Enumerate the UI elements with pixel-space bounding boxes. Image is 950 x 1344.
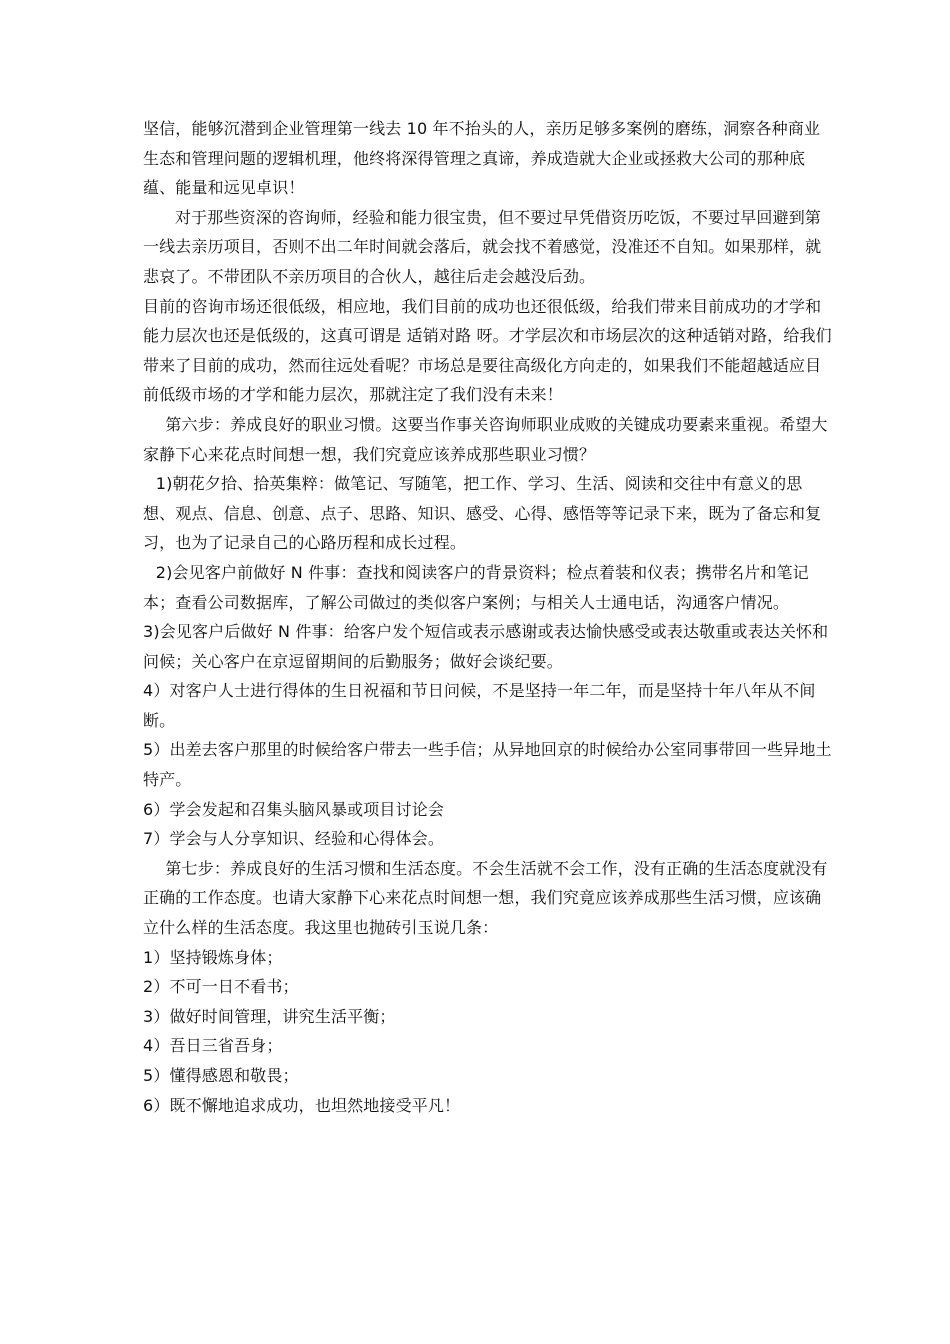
paragraph-senior-consultants: 对于那些资深的咨询师，经验和能力很宝贵，但不要过早凭借资历吃饭，不要过早回避到第一线去亲历项目，否则不出二年时间就会落后，就会找不着感觉，没准还不自知。如果那样，就悲哀了。不带团队不亲历项目的合伙人，越往后走会越没后劲。 — [143, 207, 822, 286]
paragraph-conviction: 坚信，能够沉潜到企业管理第一线去 10 年不抬头的人，亲历足够多案例的磨练，洞察各种商业生态和管理问题的逻辑机理，他终将深得管理之真谛，养成造就大企业或拯救大公司的那种底蕴、能量和远见卓识！ — [143, 119, 821, 198]
list-item-professional-1: 1)朝花夕拾、拾英集粹：做笔记、写随笔，把工作、学习、生活、阅读和交往中有意义的思想、观点、信息、创意、点子、思路、知识、感受、心得、感悟等等记录下来，既为了备忘和复习，也为了记录自己的心路历程和成长过程。 — [143, 474, 822, 553]
list-item-life-5: 5）懂得感恩和敬畏； — [143, 1066, 299, 1085]
list-item-life-4: 4）吾日三省吾身； — [143, 1036, 283, 1056]
list-item-professional-6: 6）学会发起和召集头脑风暴或项目讨论会 — [143, 799, 445, 819]
list-item-professional-4: 4）对客户人士进行得体的生日祝福和节日问候，不是坚持一年二年，而是坚持十年八年从不间断。 — [143, 681, 816, 730]
document-body — [143, 114, 833, 1120]
list-item-professional-2: 2)会见客户前做好 N 件事：查找和阅读客户的背景资料；检点着装和仪表；携带名片和笔记本；查看公司数据库，了解公司做过的类似客户案例；与相关人士通电话，沟通客户情况。 — [143, 562, 809, 612]
list-item-life-3: 3）做好时间管理，讲究生活平衡； — [143, 1006, 396, 1026]
list-item-life-6: 6）既不懈地追求成功，也坦然地接受平凡！ — [143, 1095, 461, 1115]
list-item-professional-3: 3)会见客户后做好 N 件事：给客户发个短信或表示感谢或表达愉快感受或表达敬重或表达关怀和问候；关心客户在京逗留期间的后勤服务；做好会谈纪要。 — [143, 622, 829, 671]
list-item-professional-7: 7）学会与人分享知识、经验和心得体会。 — [143, 829, 445, 849]
paragraph-market-level: 目前的咨询市场还很低级，相应地，我们目前的成功也还很低级，给我们带来目前成功的才学和能力层次也还是低级的，这真可谓是 适销对路 呀。才学层次和市场层次的这种适销对路，给我们带来了目前的成功，然而往远处看呢？市场总是要往高级化方向走的，如果我们不能超越适应目前低级市场的才学和能力层次，那就注定了我们没有未来！ — [143, 296, 832, 405]
paragraph-step-seven: 第七步：养成良好的生活习惯和生活态度。不会生活就不会工作，没有正确的生活态度就没有正确的工作态度。也请大家静下心来花点时间想一想，我们究竟应该养成那些生活习惯，应该确立什么样的生活态度。我这里也抛砖引玉说几条： — [143, 858, 828, 938]
list-item-life-1: 1）坚持锻炼身体； — [143, 947, 283, 967]
list-item-professional-5: 5）出差去客户那里的时候给客户带去一些手信；从异地回京的时候给办公室同事带回一些异地土特产。 — [143, 740, 832, 790]
paragraph-step-six: 第六步：养成良好的职业习惯。这要当作事关咨询师职业成败的关键成功要素来重视。希望大家静下心来花点时间想一想，我们究竟应该养成那些职业习惯？ — [143, 414, 828, 464]
list-item-life-2: 2）不可一日不看书； — [143, 977, 299, 997]
